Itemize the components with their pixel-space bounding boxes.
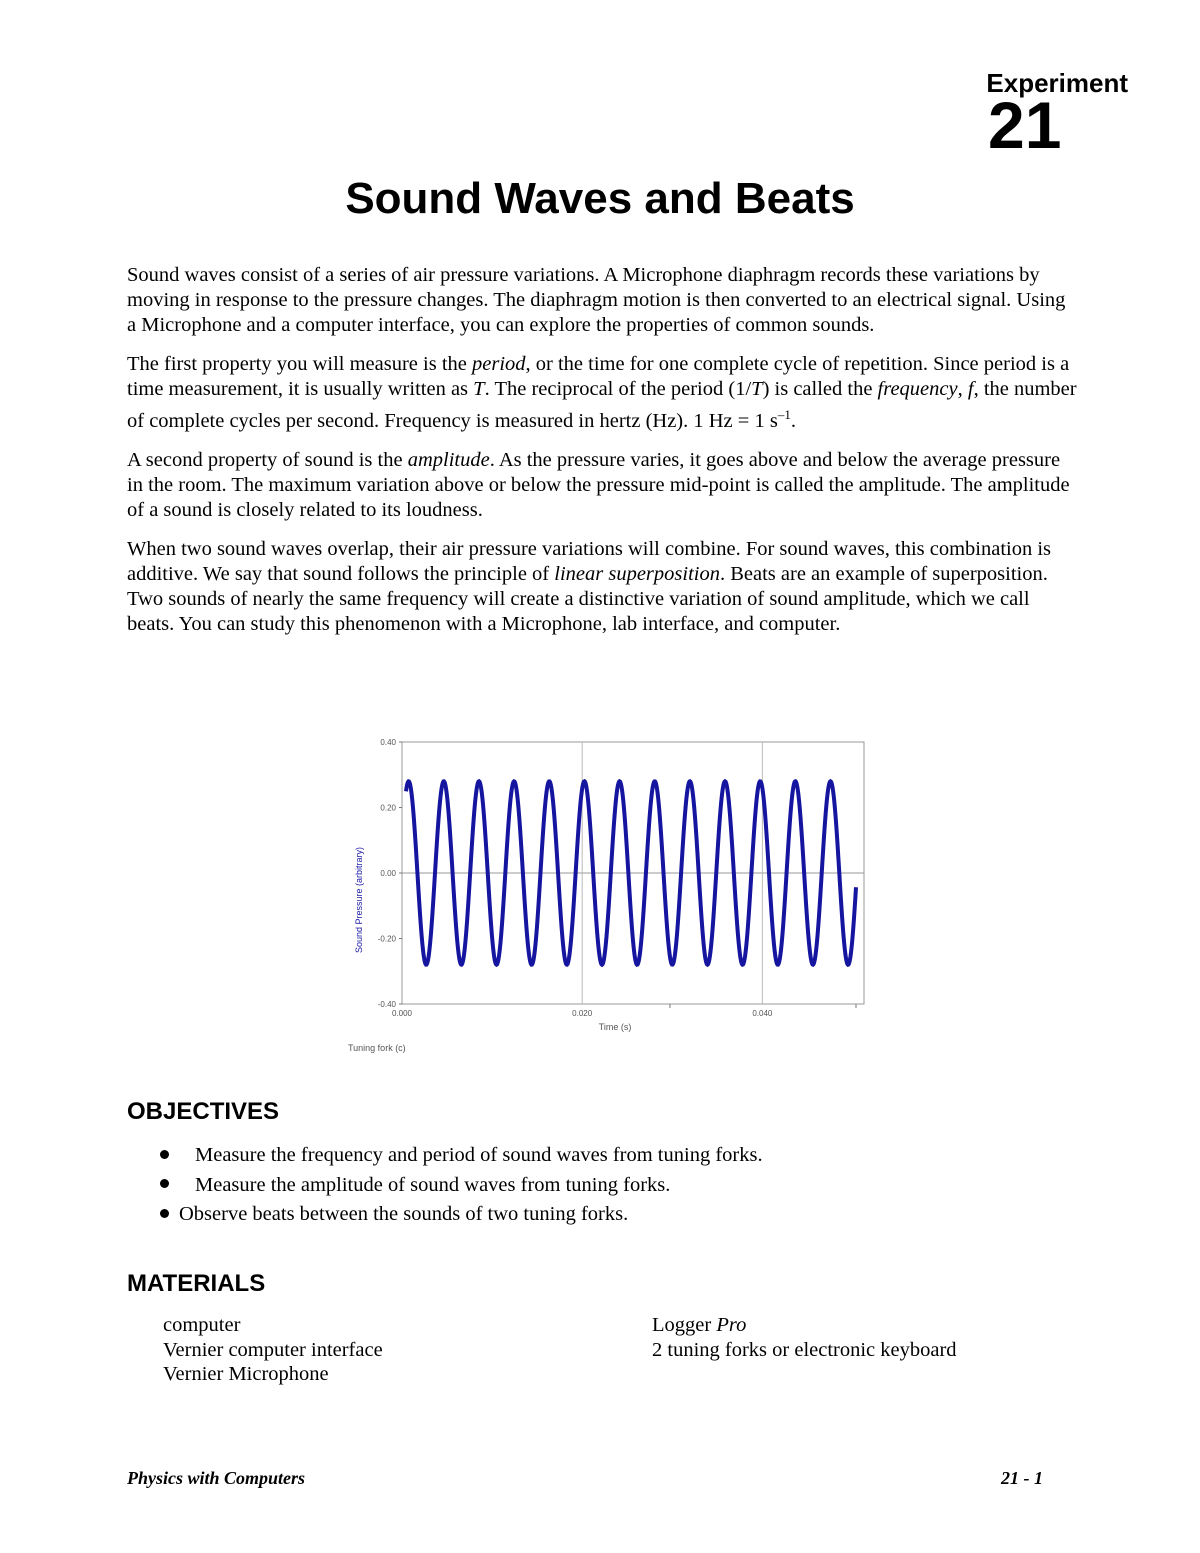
materials-right-column	[652, 1313, 957, 1362]
material-item: Vernier computer interface	[163, 1338, 383, 1361]
term-period: period	[472, 353, 526, 375]
objective-text: Measure the frequency and period of sound waves from tuning forks.	[195, 1144, 763, 1166]
sound-wave-chart	[340, 730, 880, 1060]
x-tick-label: 0.000	[391, 1009, 413, 1018]
page-title: Sound Waves and Beats	[345, 174, 855, 223]
text-span: . Beats are an example of superposition. Two sounds of nearly the same frequency will create a distinctive variation of sound amplitude, which we call beats. You can study this phenomenon with a Microphone, lab interface, and computer.	[127, 562, 1048, 635]
objective-text: Observe beats between the sounds of two tuning forks.	[179, 1203, 629, 1225]
material-item: computer	[163, 1314, 241, 1336]
text-span: . The reciprocal of the period (1/	[484, 378, 752, 400]
materials-heading: MATERIALS	[127, 1270, 266, 1297]
text-span: , or the time for one complete cycle of repetition. Since period is a time measurement, it is usually written as	[127, 353, 1070, 400]
intro-paragraph-1: Sound waves consist of a series of air pressure variations. A Microphone diaphragm records these variations by moving in response to the pressure changes. The diaphragm motion is then converted to an electrical signal. Using a Microphone and a computer interface, you can explore the properties of common sounds.	[127, 264, 1066, 336]
material-item: Vernier Microphone	[163, 1363, 329, 1385]
chart-footnote: Tuning fork (c)	[348, 1043, 406, 1053]
footer-page-number: 21 - 1	[1001, 1468, 1043, 1488]
text-span: . As the pressure varies, it goes above and below the average pressure in the room. The maximum variation above or below the pressure mid-point is called the amplitude. The amplitude of a sound is closely related to its loudness.	[127, 448, 1070, 521]
bullet-icon	[160, 1179, 169, 1188]
text-span: , the number of complete cycles per second. Frequency is measured in hertz (Hz). 1 Hz = 1 s	[127, 378, 1077, 432]
text-span: The first property you will measure is the	[127, 353, 472, 375]
y-tick-label: -0.20	[377, 934, 396, 944]
material-item	[652, 1313, 957, 1338]
y-tick-label: -0.40	[377, 1000, 396, 1009]
x-axis-label: Time (s)	[598, 1022, 632, 1032]
symbol-T: T	[751, 378, 763, 400]
experiment-label: Experiment	[986, 68, 1128, 98]
materials-left-column	[163, 1313, 383, 1387]
list-item	[160, 1141, 1060, 1171]
experiment-number: 21	[988, 88, 1062, 162]
intro-paragraph-4	[127, 537, 1077, 637]
objectives-heading: OBJECTIVES	[127, 1098, 280, 1125]
text-span: ,	[957, 378, 968, 400]
text-span: Logger	[652, 1314, 717, 1336]
intro-text	[127, 263, 1077, 651]
y-tick-label: 0.40	[380, 738, 396, 747]
objective-text: Measure the amplitude of sound waves from tuning forks.	[195, 1173, 671, 1196]
text-span: When two sound waves overlap, their air pressure variations will combine. For sound waves, this combination is additive. We say that sound follows the principle of	[127, 537, 1052, 585]
exponent: –1	[777, 407, 791, 422]
text-span: A second property of sound is the	[127, 448, 408, 471]
intro-paragraph-2	[127, 352, 1077, 434]
y-axis-label: Sound Pressure (arbitrary)	[354, 846, 364, 954]
symbol-f: f	[967, 378, 974, 400]
term-linear-superposition: linear superposition	[554, 562, 720, 585]
term-frequency: frequency	[877, 378, 958, 400]
symbol-T: T	[473, 378, 485, 400]
footer-book-title: Physics with Computers	[127, 1468, 306, 1488]
text-span: .	[790, 409, 796, 432]
x-tick-label: 0.020	[572, 1009, 593, 1018]
material-item: 2 tuning forks or electronic keyboard	[652, 1338, 957, 1361]
intro-paragraph-3	[127, 448, 1077, 523]
list-item	[160, 1200, 1060, 1230]
x-tick-label: 0.040	[752, 1009, 773, 1018]
text-span: Pro	[716, 1314, 747, 1336]
y-tick-label: 0.00	[380, 869, 396, 878]
bullet-icon	[160, 1150, 169, 1159]
term-amplitude: amplitude	[407, 448, 490, 471]
list-item	[160, 1171, 1060, 1201]
y-tick-label: 0.20	[380, 803, 396, 813]
text-span: ) is called the	[762, 378, 878, 400]
objectives-list	[160, 1141, 1060, 1230]
bullet-icon	[160, 1209, 169, 1218]
